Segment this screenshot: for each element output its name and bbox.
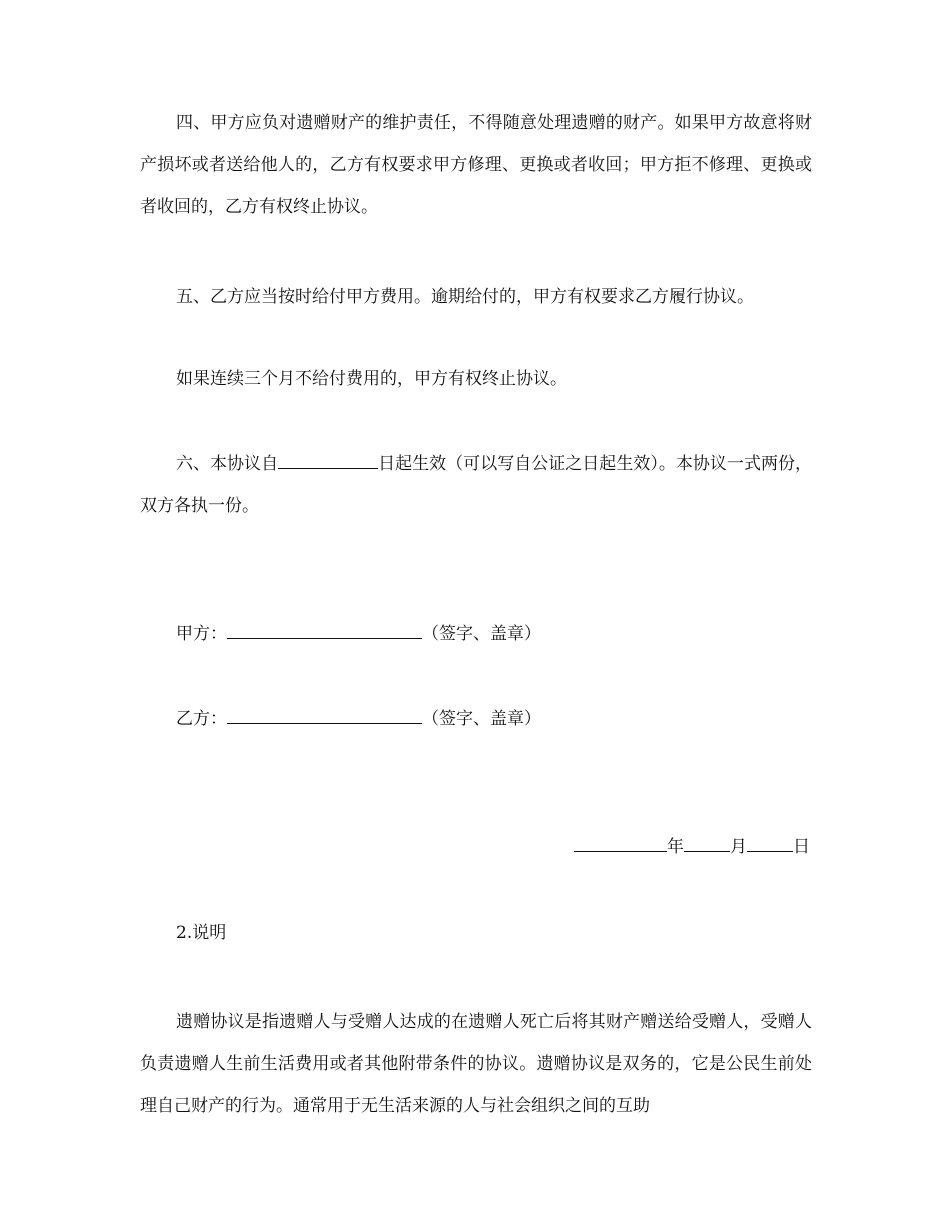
signing-date-line	[574, 835, 810, 859]
month-blank[interactable]	[684, 835, 730, 852]
clause-6-start: 六、本协议自	[176, 454, 279, 474]
section-heading: 2.说明	[176, 923, 227, 943]
party-b-signature-blank[interactable]	[227, 707, 422, 724]
day-label: 日	[793, 837, 810, 857]
month-label: 月	[730, 837, 747, 857]
explanation-paragraph: 遗赠协议是指遗赠人与受赠人达成的在遗赠人死亡后将其财产赠送给受赠人，受赠人负责遗赠人生前生活费用或者其他附带条件的协议。遗赠协议是双务的，它是公民生前处理自己财产的行为。通常用于无生活来源的人与社会组织之间的互助	[140, 1012, 812, 1116]
clause-5-continued: 如果连续三个月不给付费用的，甲方有权终止协议。	[176, 369, 567, 389]
party-a-signature-note: （签字、盖章）	[422, 624, 541, 644]
party-b-signature-note: （签字、盖章）	[422, 709, 541, 729]
clause-6-end: 日起生效（可以写自公证之日起生效）。本协议一式两份，双方各执一份。	[140, 454, 812, 516]
clause-6	[140, 443, 812, 527]
year-label: 年	[667, 837, 684, 857]
party-a-signature-blank[interactable]	[227, 622, 422, 639]
party-b-label: 乙方：	[176, 709, 227, 729]
party-b-signature-line	[176, 707, 541, 731]
day-blank[interactable]	[747, 835, 793, 852]
clause-4: 四、甲方应负对遗赠财产的维护责任，不得随意处理遗赠的财产。如果甲方故意将财产损坏或者送给他人的，乙方有权要求甲方修理、更换或者收回；甲方拒不修理、更换或者收回的，乙方有权终止协议。	[140, 113, 812, 217]
clause-5: 五、乙方应当按时给付甲方费用。逾期给付的，甲方有权要求乙方履行协议。	[176, 287, 754, 307]
party-a-signature-line	[176, 622, 541, 646]
year-blank[interactable]	[574, 835, 667, 852]
effective-date-blank[interactable]	[278, 452, 378, 469]
party-a-label: 甲方：	[176, 624, 227, 644]
